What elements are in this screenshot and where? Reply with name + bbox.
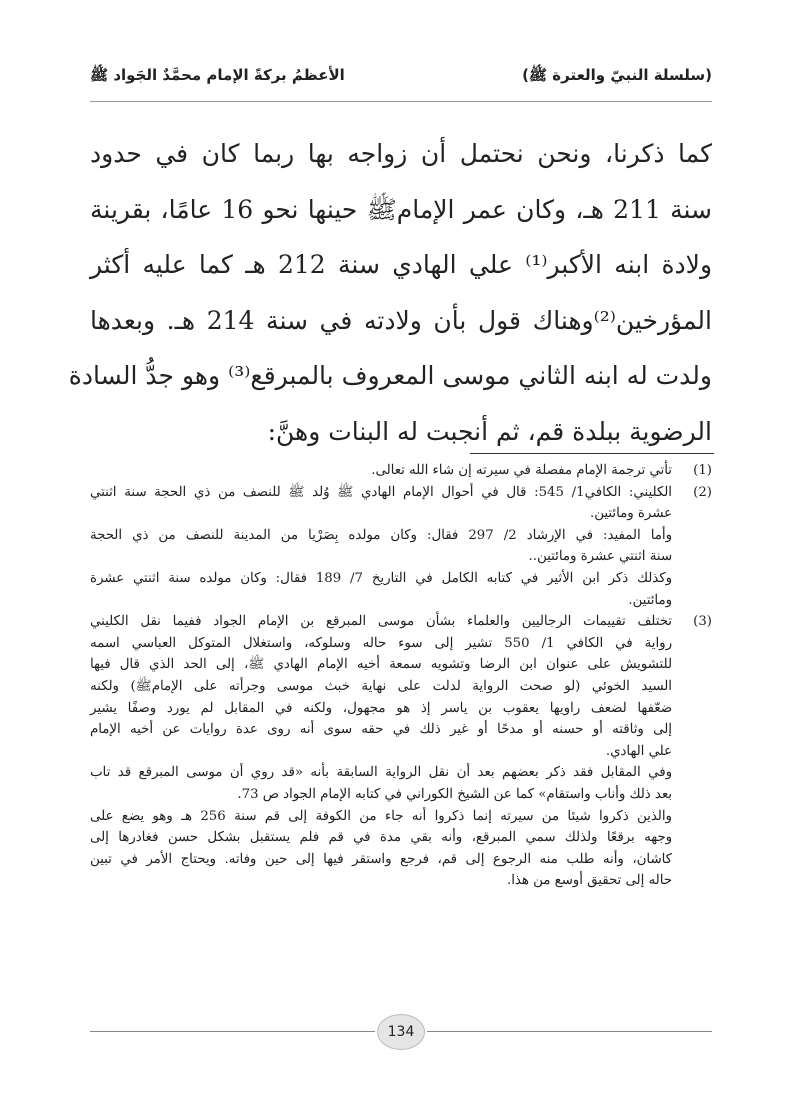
footnote-line: وفي المقابل فقد ذكر بعضهم بعد أن نقل الرواية السابقة بأنه «قد روي أن موسى المبرقع قد تاب bbox=[90, 765, 672, 781]
footnote-separator bbox=[470, 453, 714, 454]
footer-line-right bbox=[427, 1031, 712, 1032]
footnote-line: بعد ذلك وأناب واستقام» كما عن الشيخ الكوراني في كتابه الإمام الجواد ص 73. bbox=[237, 786, 672, 802]
footnote-line: الكليني: الكافي1/ 545: قال في أحوال الإمام الهادي ﷺ وُلد ﷺ للنصف من ذي الحجة سنة اثنتي bbox=[90, 484, 672, 500]
footnote-line: إلى وثاقته أو حسنه أو مدحًا أو غير ذلك في حقه سوى أنه روى عدة روايات عن أخيه الإمام bbox=[90, 722, 672, 738]
text-line: ولدت له ابنه الثاني موسى المعروف بالمبرقع⁽³⁾ وهو جدُّ السادة bbox=[68, 361, 712, 390]
footnote-2 bbox=[90, 482, 712, 612]
footnote-number: (2) bbox=[693, 484, 712, 500]
book-title: الأعظمُ بركةً الإمام محمَّدٌ الجَواد ﷺ bbox=[90, 66, 345, 84]
footnote-line: تختلف تقييمات الرجاليين والعلماء بشأن موسى المبرقع بن الإمام الجواد ففيما نقل الكليني bbox=[90, 614, 672, 630]
footnote-line: ومائتين. bbox=[628, 592, 672, 608]
footnote-line: للتشويش على عنوان ابن الرضا وتشويه سمعة أخيه الإمام الهادي ﷺ، إلى الحد الذي قال فيها bbox=[90, 657, 672, 673]
footnote-line: عشرة ومائتين. bbox=[590, 506, 672, 522]
footnotes bbox=[90, 460, 712, 892]
footnote-line: تأتي ترجمة الإمام مفصلة في سيرته إن شاء الله تعالى. bbox=[371, 463, 672, 478]
footnote-line: ضعّفها لضعف راويها يعقوب بن ياسر إذ هو مجهول، ولكنه في المقابل لم يورد وصفًا يشير bbox=[90, 700, 672, 716]
footnote-line: حاله إلى تحقيق أوسع من هذا. bbox=[506, 873, 672, 889]
page-number: 134 bbox=[377, 1014, 425, 1050]
footnote-line: وجهه برقعًا ولذلك سمي المبرقع، وأنه بقي مدة في قم فلم يستقبل بشكل حسن فغادرها إلى bbox=[90, 830, 672, 846]
footnote-number: (3) bbox=[693, 614, 712, 630]
footnote-line: والذين ذكروا شيئا من سيرته إنما ذكروا أنه جاء من الكوفة إلى قم سنة 256 هـ وهو يضع على bbox=[90, 808, 672, 824]
footnote-3 bbox=[90, 611, 712, 892]
footnote-line: وكذلك ذكر ابن الأثير في كتابه الكامل في التاريخ 7/ 189 فقال: وكان مولده سنة اثنتي عشرة bbox=[90, 570, 672, 586]
text-line: سنة 211 هـ، وكان عمر الإمامﷺ حينها نحو 16 عامًا، بقرينة bbox=[90, 194, 713, 224]
text-line: الرضوية ببلدة قم، ثم أنجبت له البنات وهنَّ: bbox=[267, 416, 712, 446]
footnote-line: كاشان، وأنه طلب منه الرجوع إلى قم، فرجع واستقر فيها إلى حين وفاته. ويحتاج الأمر في تبين bbox=[90, 851, 672, 867]
footnote-line: علي الهادي. bbox=[605, 743, 672, 759]
footnote-1 bbox=[90, 460, 712, 482]
footnote-line: السيد الخوئي (لو صحت الرواية لدلت على نهاية خبث موسى وجرأته على الإمامﷺ) ولكنه bbox=[90, 678, 672, 694]
header-divider bbox=[90, 101, 712, 102]
text-line: كما ذكرنا، ونحن نحتمل أن زواجه بها ربما كان في حدود bbox=[90, 139, 712, 168]
running-header bbox=[90, 62, 712, 92]
footnote-line: رواية في الكافي 1/ 550 تشير إلى سوء حاله وسلوكه، واستغلال المتوكل العباسي اسمه bbox=[90, 635, 672, 651]
footnote-line: سنة اثنتي عشرة ومائتين.. bbox=[528, 549, 672, 565]
text-line: ولادة ابنه الأكبر⁽¹⁾ علي الهادي سنة 212 هـ كما عليه أكثر bbox=[90, 250, 713, 279]
page-footer bbox=[90, 1014, 712, 1050]
main-text bbox=[68, 126, 713, 459]
footnote-line: وأما المفيد: في الإرشاد 2/ 297 فقال: وكان مولده بِصَرْيا من المدينة للنصف من ذي الحجة bbox=[90, 527, 672, 543]
footer-line-left bbox=[90, 1031, 375, 1032]
text-line: المؤرخين⁽²⁾وهناك قول بأن ولادته في سنة 214 هـ. وبعدها bbox=[90, 305, 712, 335]
series-title: (سلسلة النبيّ والعترة ﷺ) bbox=[522, 66, 712, 84]
footnote-number: (1) bbox=[693, 463, 712, 478]
